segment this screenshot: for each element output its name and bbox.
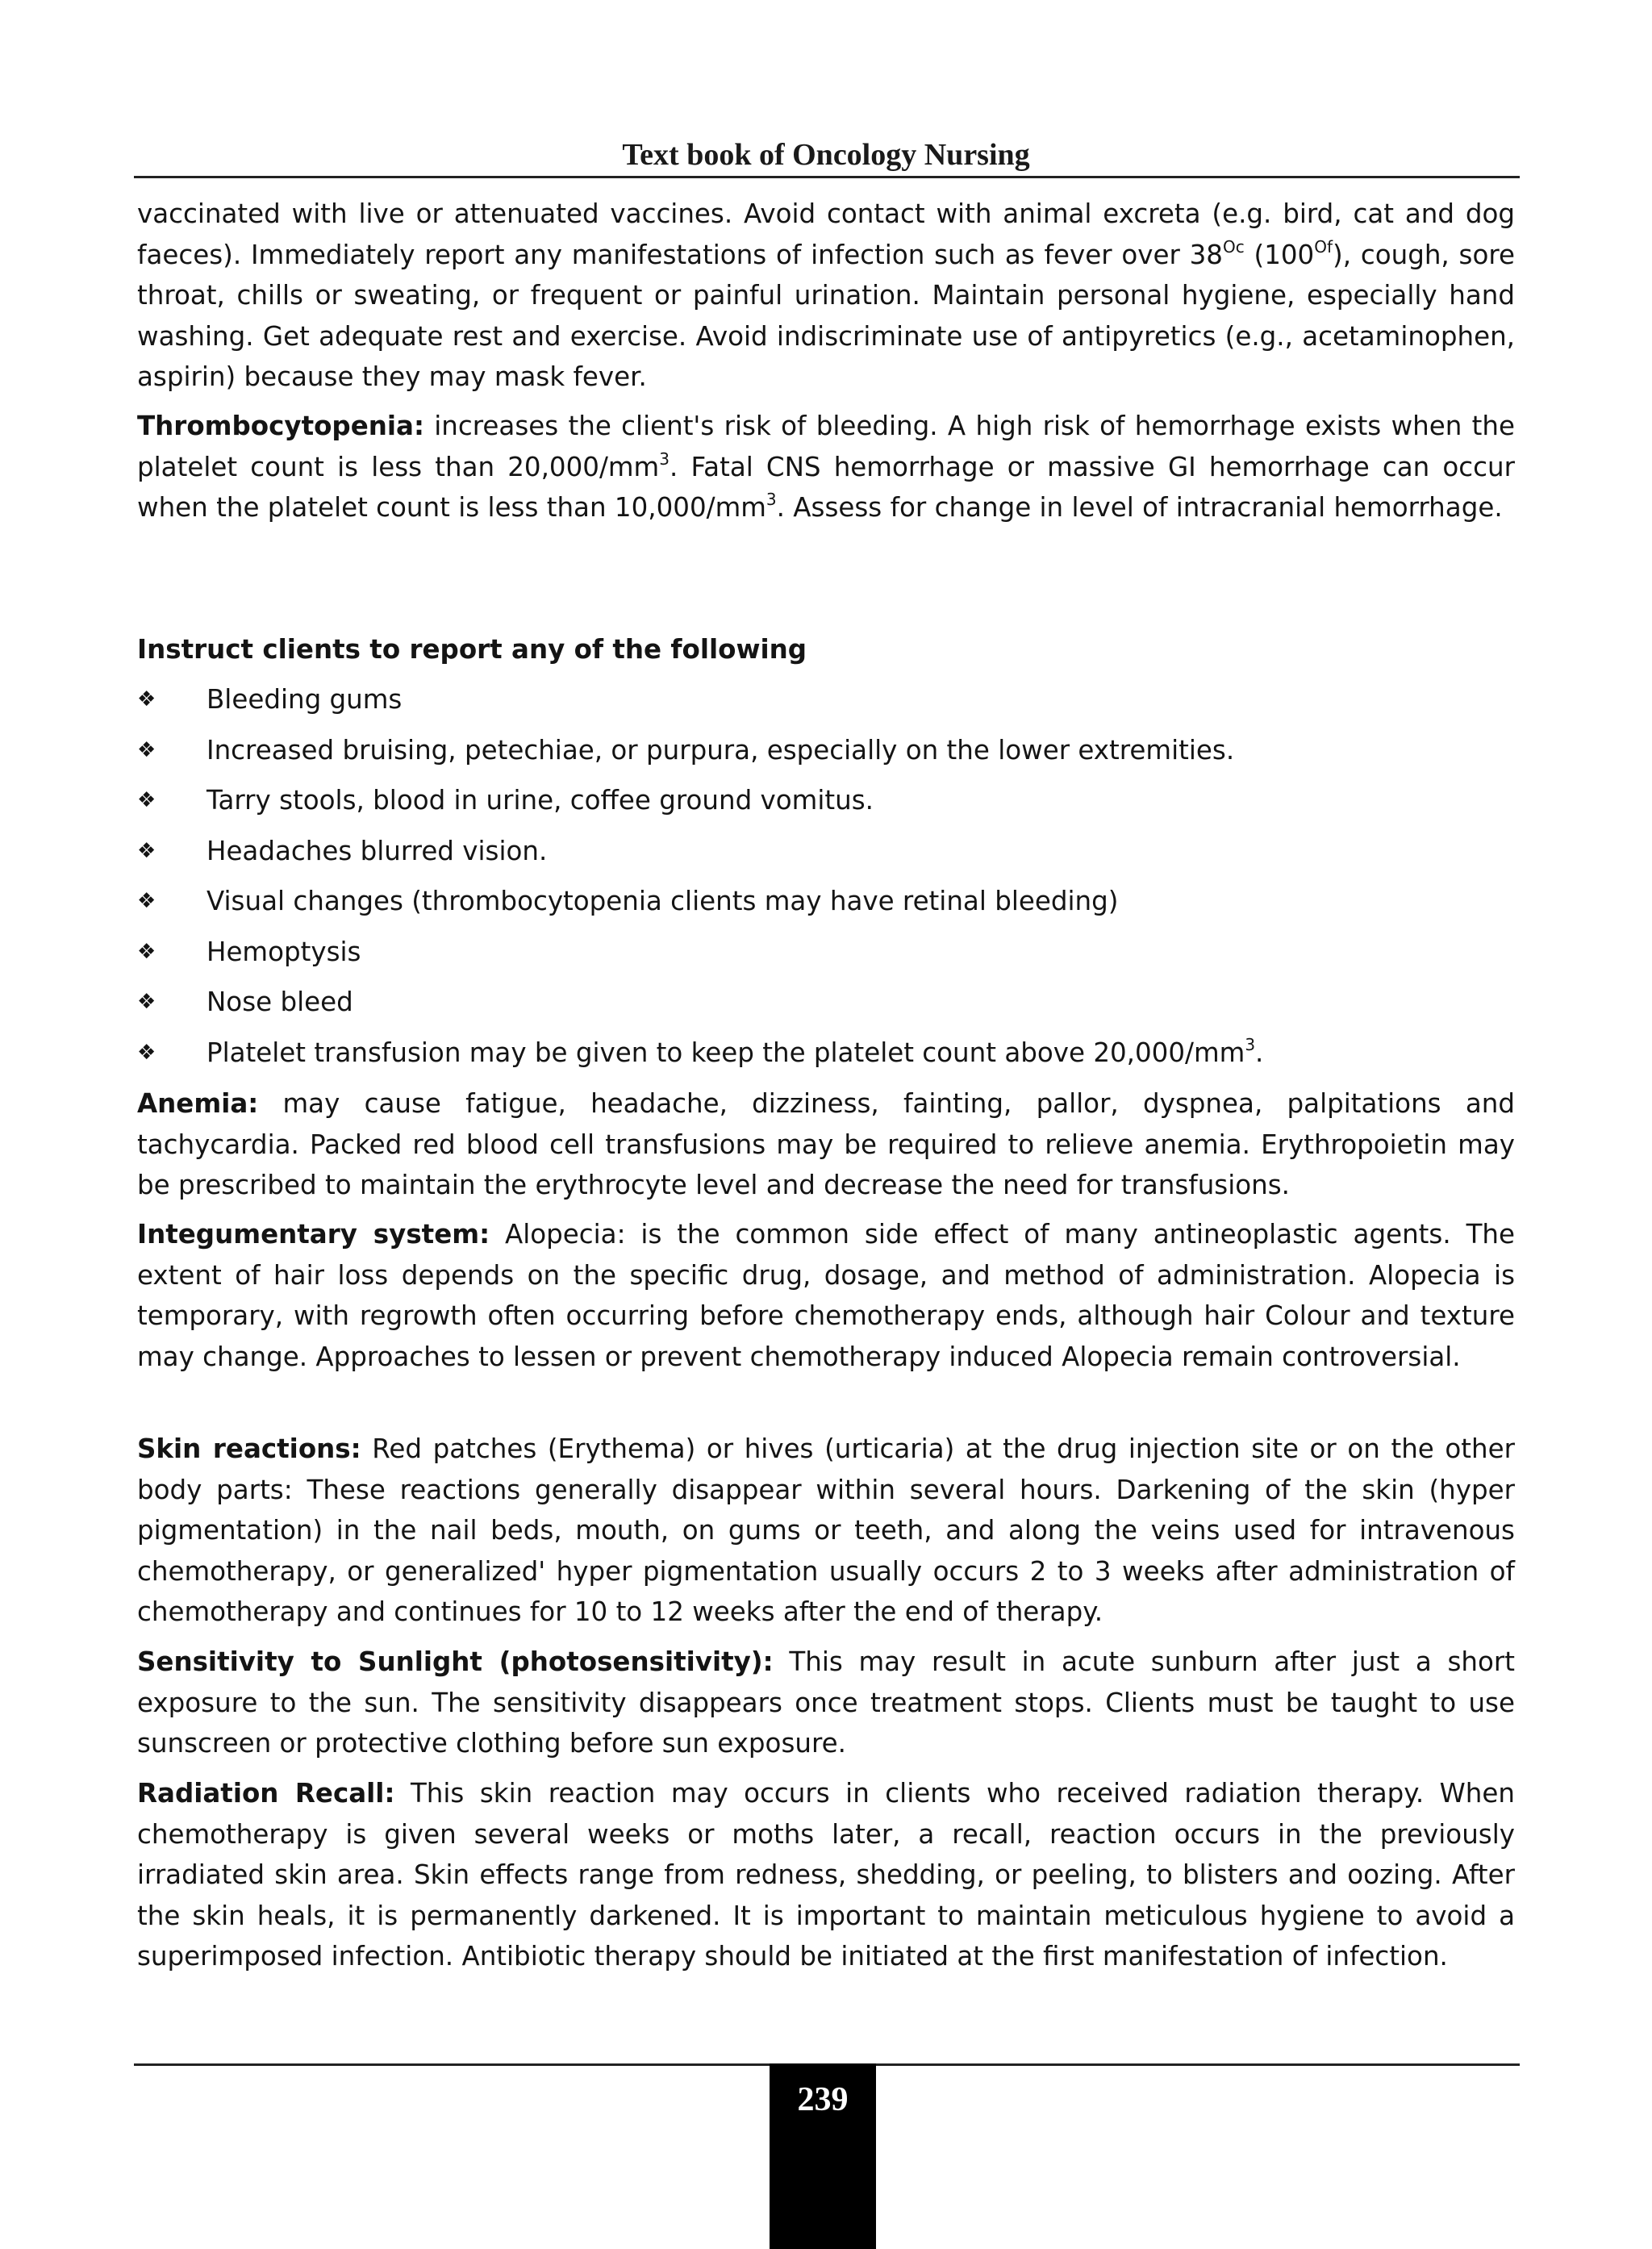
term-anemia: Anemia: [137,1088,259,1119]
list-item: ❖ Headaches blurred vision. [137,831,1515,882]
paragraph-photosensitivity: Sensitivity to Sunlight (photosensitivity): This may result in acute sunburn after just a short exposure to the sun. The sensitivity disappears once treatment stops. Clients must be taught to use sunscreen or protective clothing before sun exposure. [137,1646,1515,1759]
diamond-bullet-icon: ❖ [137,838,156,863]
report-list-heading: Instruct clients to report any of the following [137,634,807,665]
list-item: ❖ Hemoptysis [137,932,1515,983]
list-item: ❖ Bleeding gums [137,679,1515,730]
paragraph-thrombocytopenia: Thrombocytopenia: increases the client's risk of bleeding. A high risk of hemorrhage exists when the platelet count is less than $20,000/mm^3$. Fatal CNS hemorrhage or massive GI hemorrhage can occur when the platelet count is less than $10,000/mm^3$. Assess for change in level of intracranial hemorrhage. [137,411,1515,523]
page-number-tab [770,2063,876,2249]
list-item: ❖ Increased bruising, petechiae, or purpura, especially on the lower extremities. [137,730,1515,781]
term-integumentary-system: Integumentary system: [137,1219,490,1250]
header-divider [134,176,1520,178]
page-number: 239 [797,2081,849,2118]
term-thrombocytopenia: Thrombocytopenia: [137,411,424,441]
paragraph-anemia: Anemia: may cause fatigue, headache, dizziness, fainting, pallor, dyspnea, palpitations and tachycardia. Packed red blood cell transfusions may be required to relieve anemia. Erythropoietin may be prescribed to maintain the erythrocyte level and decrease the need for transfusions. [137,1088,1515,1200]
diamond-bullet-icon: ❖ [137,687,156,711]
term-radiation-recall: Radiation Recall: [137,1778,395,1809]
list-item: ❖ Platelet transfusion may be given to keep the platelet count above $20,000/mm^3$. [137,1033,1515,1083]
paragraph-infection-precautions: vaccinated with live or attenuated vaccines. Avoid contact with animal excreta (e.g. bird, cat and dog faeces). Immediately report any manifestations of infection such as fever over $38^{Oc}$ $(100^{Of})$, cough, sore throat, chills or sweating, or frequent or painful urination. Maintain personal hygiene, especially hand washing. Get adequate rest and exercise. Avoid indiscriminate use of antipyretics (e.g., acetaminophen, aspirin) because they may mask fever. [137,198,1516,392]
diamond-bullet-icon: ❖ [137,939,156,964]
paragraph-integumentary-system: Integumentary system: Alopecia: is the common side effect of many antineoplastic agents. The extent of hair loss depends on the specific drug, dosage, and method of administration. Alopecia is temporary, with regrowth often occurring before chemotherapy ends, although hair Colour and texture may change. Approaches to lessen or prevent chemotherapy induced Alopecia remain controversial. [137,1219,1516,1372]
list-item: ❖ Nose bleed [137,982,1515,1033]
paragraph-skin-reactions: Skin reactions: Red patches (Erythema) or hives (urticaria) at the drug injection site or on the other body parts: These reactions generally disappear within several hours. Darkening of the skin (hyper pigmentation) in the nail beds, mouth, on gums or teeth, and along the veins used for intravenous chemotherapy, or generalized' hyper pigmentation usually occurs 2 to 3 weeks after administration of chemotherapy and continues for 10 to 12 weeks after the end of therapy. [137,1433,1515,1627]
diamond-bullet-icon: ❖ [137,737,156,762]
paragraph-radiation-recall: Radiation Recall: This skin reaction may occurs in clients who received radiation therapy. When chemotherapy is given several weeks or moths later, a recall, reaction occurs in the previously irradiated skin area. Skin effects range from redness, shedding, or peeling, to blisters and oozing. After the skin heals, it is permanently darkened. It is important to maintain meticulous hygiene to avoid a superimposed infection. Antibiotic therapy should be initiated at the first manifestation of infection. [137,1778,1515,1972]
term-skin-reactions: Skin reactions: [137,1433,361,1464]
diamond-bullet-icon: ❖ [137,990,156,1014]
report-symptom-list [137,679,1515,1083]
list-item: ❖ Visual changes (thrombocytopenia clients may have retinal bleeding) [137,881,1515,932]
diamond-bullet-icon: ❖ [137,1040,156,1065]
term-photosensitivity: Sensitivity to Sunlight (photosensitivity): [137,1646,774,1677]
diamond-bullet-icon: ❖ [137,788,156,812]
list-item: ❖ Tarry stools, blood in urine, coffee ground vomitus. [137,780,1515,831]
running-header-title: Text book of Oncology Nursing [622,138,1030,172]
diamond-bullet-icon: ❖ [137,889,156,913]
